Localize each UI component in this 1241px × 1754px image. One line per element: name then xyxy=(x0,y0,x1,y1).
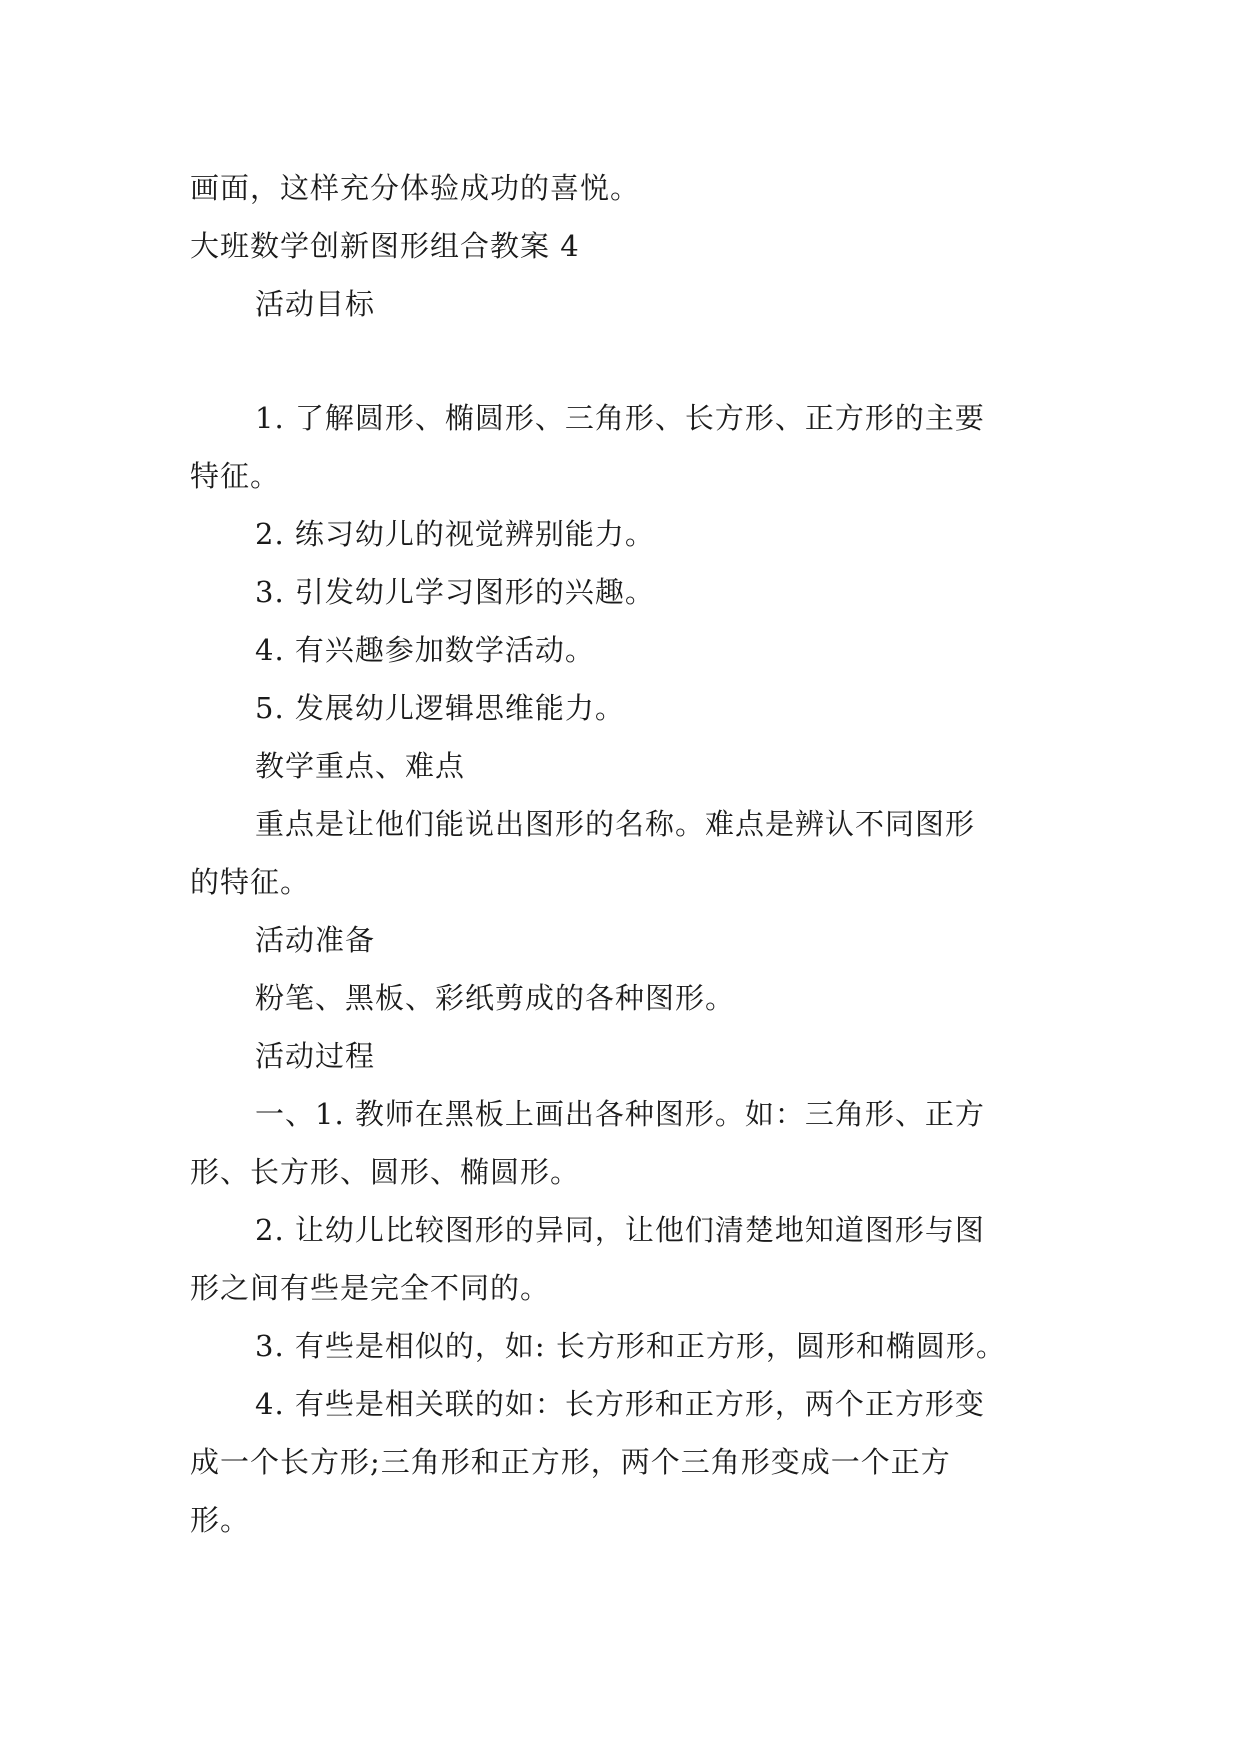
text-line: 4. 有些是相关联的如：长方形和正方形，两个正方形变 xyxy=(255,1387,985,1421)
text-line: 3. 有些是相似的，如: 长方形和正方形，圆形和椭圆形。 xyxy=(255,1329,1006,1363)
text-line: 一、1. 教师在黑板上画出各种图形。如：三角形、正方 xyxy=(255,1097,985,1131)
heading-preparation: 活动准备 xyxy=(255,923,376,957)
text-line: 5. 发展幼儿逻辑思维能力。 xyxy=(255,691,625,725)
text-line: 粉笔、黑板、彩纸剪成的各种图形。 xyxy=(255,981,736,1015)
section-title: 大班数学创新图形组合教案 4 xyxy=(190,229,580,263)
text-line: 的特征。 xyxy=(190,865,311,899)
text-line: 形。 xyxy=(190,1503,251,1537)
text-line: 形之间有些是完全不同的。 xyxy=(190,1271,551,1305)
heading-process: 活动过程 xyxy=(255,1039,376,1073)
text-line: 3. 引发幼儿学习图形的兴趣。 xyxy=(255,575,655,609)
heading-key-points: 教学重点、难点 xyxy=(255,749,466,783)
text-line: 形、长方形、圆形、椭圆形。 xyxy=(190,1155,581,1189)
text-line: 1. 了解圆形、椭圆形、三角形、长方形、正方形的主要 xyxy=(255,401,985,435)
text-line: 4. 有兴趣参加数学活动。 xyxy=(255,633,595,667)
heading-activity-goals: 活动目标 xyxy=(255,287,376,321)
text-line: 成一个长方形;三角形和正方形，两个三角形变成一个正方 xyxy=(190,1445,951,1479)
text-line: 2. 练习幼儿的视觉辨别能力。 xyxy=(255,517,655,551)
text-line: 重点是让他们能说出图形的名称。难点是辨认不同图形 xyxy=(255,807,976,841)
text-line: 特征。 xyxy=(190,459,281,493)
text-line: 2. 让幼儿比较图形的异同，让他们清楚地知道图形与图 xyxy=(255,1213,985,1247)
text-line: 画面，这样充分体验成功的喜悦。 xyxy=(190,171,641,205)
